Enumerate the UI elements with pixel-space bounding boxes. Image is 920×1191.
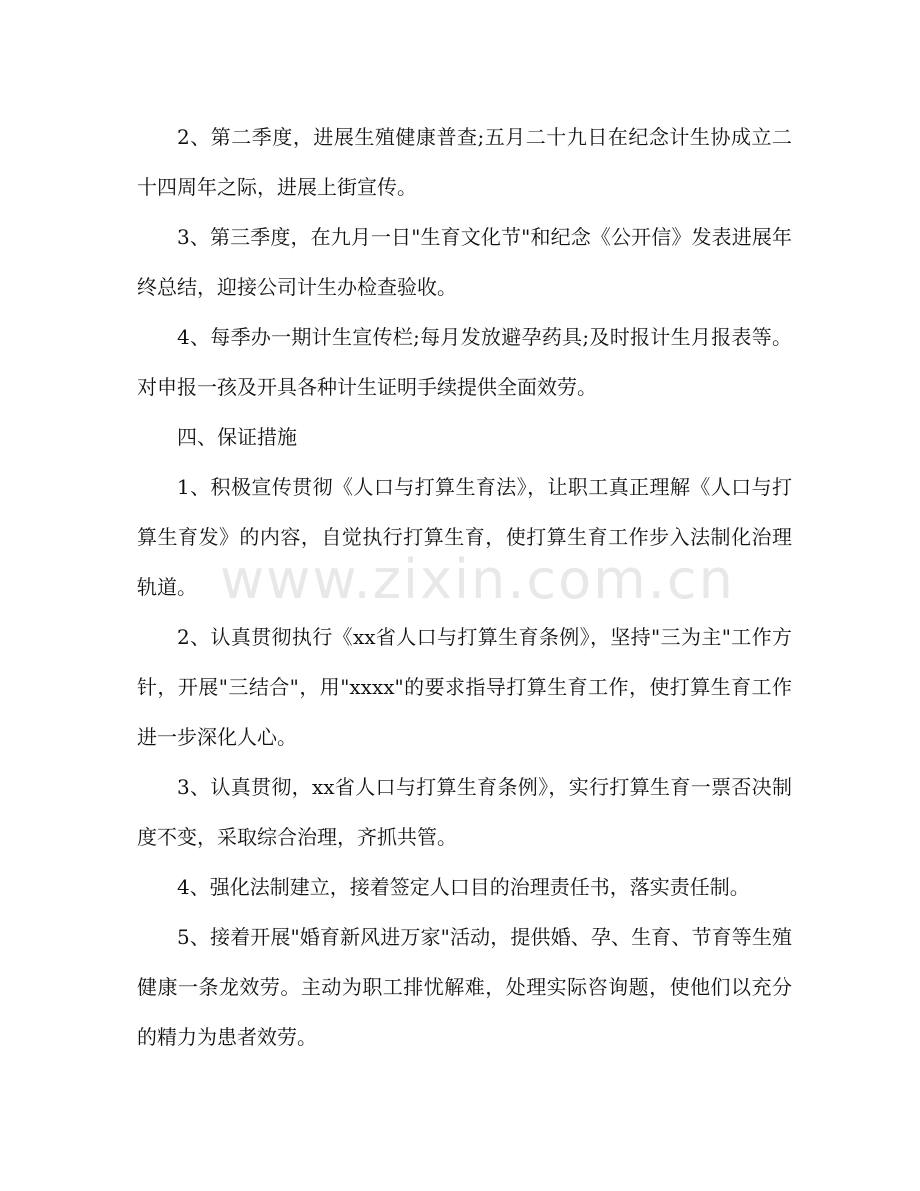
paragraph-measure-5: 5、接着开展"婚育新风进万家"活动，提供婚、孕、生育、节育等生殖健康一条龙效劳。主动为职工排忧解难，处理实际咨询题，使他们以充分的精力为患者效劳。	[137, 925, 792, 1049]
paragraph-measure-2: 2、认真贯彻执行《xx省人口与打算生育条例》，坚持"三为主"工作方针，开展"三结合"，用"xxxx"的要求指导打算生育工作，使打算生育工作进一步深化人心。	[137, 625, 792, 749]
paragraph-measure-3: 3、认真贯彻，xx省人口与打算生育条例》，实行打算生育一票否决制度不变，采取综合治理，齐抓共管。	[137, 775, 792, 849]
document-body	[137, 112, 792, 1062]
section-heading-guarantee-measures: 四、保证措施	[177, 425, 297, 449]
watermark: www.zixin.com.cn	[220, 548, 735, 611]
paragraph-measure-1: 1、积极宣传贯彻《人口与打算生育法》，让职工真正理解《人口与打算生育发》的内容，自觉执行打算生育，使打算生育工作步入法制化治理轨道。	[137, 475, 792, 599]
paragraph-quarterly-tasks: 4、每季办一期计生宣传栏;每月发放避孕药具;及时报计生月报表等。对申报一孩及开具各种计生证明手续提供全面效劳。	[137, 325, 792, 399]
paragraph-measure-4: 4、强化法制建立，接着签定人口目的治理责任书，落实责任制。	[177, 875, 750, 899]
paragraph-q3-plan: 3、第三季度，在九月一日"生育文化节"和纪念《公开信》发表进展年终总结，迎接公司计生办检查验收。	[137, 225, 792, 299]
paragraph-q2-plan: 2、第二季度，进展生殖健康普查;五月二十九日在纪念计生协成立二十四周年之际，进展上街宣传。	[137, 125, 792, 199]
